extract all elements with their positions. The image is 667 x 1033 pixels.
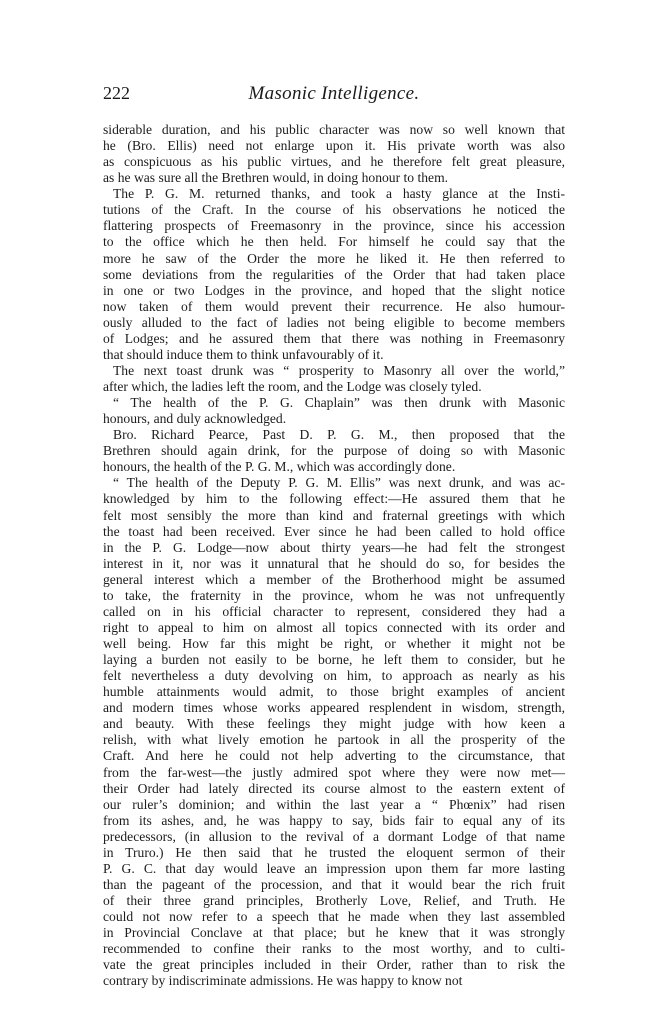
text-line: honours, the health of the P. G. M., which was accordingly done.	[103, 459, 456, 475]
text-line: The next toast drunk was “ prosperity to Masonry all over the world,”	[113, 362, 565, 378]
text-line: The P. G. M. returned thanks, and took a hasty glance at the Insti-	[113, 186, 565, 202]
text-line: some deviations from the regularities of the Order that had taken place	[103, 266, 565, 282]
text-line: recommended to confine their ranks to the most worthy, and to culti-	[103, 941, 565, 957]
text-line: our ruler’s dominion; and within the last year a “ Phœnix” had risen	[103, 796, 565, 812]
text-line: called on in his official character to represent, considered they had a	[103, 603, 565, 619]
text-line: humble attainments would admit, to those bright examples of ancient	[103, 684, 565, 700]
text-line: in Provincial Conclave at that place; but he knew that it was strongly	[103, 925, 565, 941]
text-line: as he was sure all the Brethren would, in doing honour to them.	[103, 170, 449, 186]
text-line: interest in it, nor was it unnatural that he should do so, for besides the	[103, 555, 565, 571]
text-line: knowledged by him to the following effect:—He assured them that he	[103, 491, 565, 507]
running-title: Masonic Intelligence.	[248, 83, 420, 104]
text-line: right to appeal to him on almost all topics connected with its order and	[103, 619, 565, 635]
text-line: flattering prospects of Freemasonry in the province, since his accession	[103, 218, 565, 234]
text-line: vate the great principles included in their Order, rather than to risk the	[103, 957, 565, 973]
page-number: 222	[103, 83, 130, 103]
text-line: “ The health of the Deputy P. G. M. Ellis” was next drunk, and was ac-	[113, 475, 565, 491]
text-line: relish, with what lively emotion he partook in all the prosperity of the	[103, 732, 565, 748]
text-line: from the far-west—the justly admired spot where they were now met—	[103, 764, 565, 780]
text-line: Craft. And here he could not help adverting to the circumstance, that	[103, 748, 565, 764]
text-line: than the pageant of the procession, and that it would bear the rich fruit	[103, 876, 565, 892]
text-line: could not now refer to a speech that he made when they last assembled	[103, 909, 565, 925]
text-line: he (Bro. Ellis) need not enlarge upon it. His private worth was also	[103, 138, 565, 154]
text-line: Brethren should again drink, for the purpose of doing so with Masonic	[103, 443, 565, 459]
text-line: to the office which he then held. For himself he could say that the	[103, 234, 565, 250]
text-line: in Truro.) He then said that he trusted the eloquent sermon of their	[103, 844, 565, 860]
text-line: their Order had lately directed its course almost to the eastern extent of	[103, 780, 565, 796]
text-line: and beauty. With these feelings they might judge with how keen a	[103, 716, 565, 732]
text-line: in one or two Lodges in the province, and hoped that the slight notice	[103, 282, 565, 298]
page-header	[103, 83, 565, 111]
text-line: general interest which a member of the Brotherhood might be assumed	[103, 571, 565, 587]
text-line: of their three grand principles, Brotherly Love, Relief, and Truth. He	[103, 893, 565, 908]
text-line: “ The health of the P. G. Chaplain” was then drunk with Masonic	[113, 395, 565, 411]
text-line: tutions of the Craft. In the course of his observations he noticed the	[103, 202, 565, 218]
text-line: to take, the fraternity in the province, whom he was not unfrequently	[103, 587, 565, 603]
text-line: siderable duration, and his public character was now so well known that	[103, 122, 565, 137]
text-line: contrary by indiscriminate admissions. He was happy to know not	[103, 973, 463, 989]
text-line: P. G. C. that day would leave an impression upon them far more lasting	[103, 860, 565, 876]
text-line: ously alluded to the fact of ladies not being eligible to become members	[103, 314, 565, 330]
text-line: felt most sensibly the more than kind and fraternal greetings with which	[103, 507, 565, 523]
text-line: felt nevertheless a duty devolving on him, to approach as nearly as his	[103, 668, 565, 684]
text-line: laying a burden not easily to be borne, he left them to consider, but he	[103, 652, 565, 668]
text-line: in the P. G. Lodge—now about thirty years—he had felt the strongest	[103, 539, 565, 555]
text-line: that should induce them to think unfavourably of it.	[103, 346, 384, 362]
text-line: from its ashes, and, he was happy to say, bids fair to equal any of its	[103, 812, 565, 828]
text-line: and modern times whose works appeared resplendent in wisdom, strength,	[103, 700, 565, 716]
text-line: honours, and duly acknowledged.	[103, 411, 287, 427]
text-line: more he saw of the Order the more he liked it. He then referred to	[103, 250, 565, 266]
text-line: now taken of them would prevent their recurrence. He also humour-	[103, 298, 565, 314]
text-line: as conspicuous as his public virtues, and he therefore felt great pleasure,	[103, 154, 565, 170]
text-line: the toast had been received. Ever since he had been called to hold office	[103, 523, 565, 539]
text-line: of Lodges; and he assured them that there was nothing in Freemasonry	[103, 330, 565, 346]
text-line: Bro. Richard Pearce, Past D. P. G. M., then proposed that the	[113, 427, 565, 443]
text-line: well being. How far this might be right, or whether it might not be	[103, 636, 565, 651]
body-text	[103, 122, 565, 989]
text-line: predecessors, (in allusion to the revival of a dormant Lodge of that name	[103, 828, 565, 844]
text-line: after which, the ladies left the room, and the Lodge was closely tyled.	[103, 379, 482, 394]
